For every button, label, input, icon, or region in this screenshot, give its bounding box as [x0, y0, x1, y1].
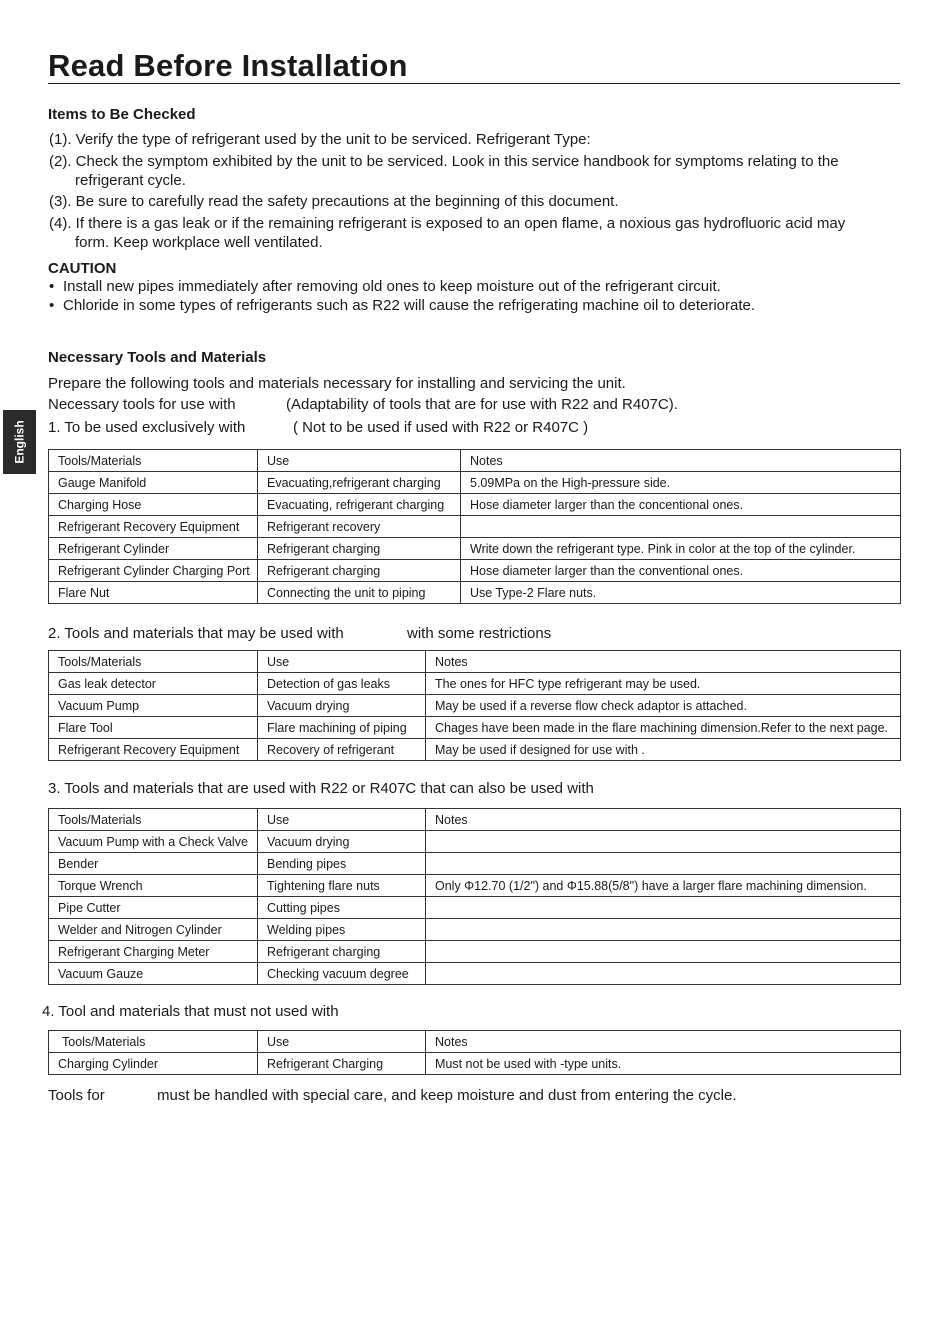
- cell-use: Vacuum drying: [258, 831, 426, 853]
- cell-notes: [461, 516, 901, 538]
- table-row: [49, 695, 901, 717]
- header-use: Use: [258, 1031, 426, 1053]
- header-tools: Tools/Materials: [49, 651, 258, 673]
- table-row: [49, 853, 901, 875]
- cell-use: Evacuating, refrigerant charging: [258, 494, 461, 516]
- table-row: [49, 582, 901, 604]
- check-item-4-cont: form. Keep workplace well ventilated.: [75, 234, 323, 251]
- cell-tool: Vacuum Gauze: [49, 963, 258, 985]
- section-2-title-a: 2. Tools and materials that may be used with: [48, 625, 344, 642]
- header-tools: Tools/Materials: [49, 450, 258, 472]
- caution-bullet-1: [49, 277, 721, 297]
- table-prohibited-tools: [48, 1030, 901, 1075]
- cell-tool: Charging Cylinder: [49, 1053, 258, 1075]
- caution-bullet-2-text: Chloride in some types of refrigerants such as R22 will cause the refrigerating machine oil to deteriorate.: [63, 297, 756, 314]
- cell-tool: Flare Tool: [49, 717, 258, 739]
- cell-notes: Only Φ12.70 (1/2") and Φ15.88(5/8") have a larger flare machining dimension.: [426, 875, 901, 897]
- cell-tool: Welder and Nitrogen Cylinder: [49, 919, 258, 941]
- cell-use: Cutting pipes: [258, 897, 426, 919]
- section-1-title-b: ( Not to be used if used with R22 or R407C ): [293, 419, 589, 436]
- header-notes: Notes: [461, 450, 901, 472]
- section-1-title-a: 1. To be used exclusively with: [48, 419, 246, 436]
- footer-note-b: must be handled with special care, and keep moisture and dust from entering the cycle.: [157, 1087, 737, 1104]
- language-tab: [3, 410, 36, 474]
- table-row: [49, 516, 901, 538]
- cell-notes: 5.09MPa on the High-pressure side.: [461, 472, 901, 494]
- table-row: [49, 897, 901, 919]
- header-tools: Tools/Materials: [49, 1031, 258, 1053]
- cell-tool: Vacuum Pump with a Check Valve: [49, 831, 258, 853]
- header-notes: Notes: [426, 1031, 901, 1053]
- check-item-2-cont: refrigerant cycle.: [75, 172, 186, 189]
- cell-notes: [426, 831, 901, 853]
- cell-use: Connecting the unit to piping: [258, 582, 461, 604]
- footer-note-a: Tools for: [48, 1087, 105, 1104]
- table-row: [49, 739, 901, 761]
- table-row: [49, 472, 901, 494]
- cell-tool: Refrigerant Cylinder: [49, 538, 258, 560]
- cell-use: Refrigerant Charging: [258, 1053, 426, 1075]
- cell-use: Recovery of refrigerant: [258, 739, 426, 761]
- table-row: [49, 831, 901, 853]
- table-row: [49, 560, 901, 582]
- cell-tool: Charging Hose: [49, 494, 258, 516]
- header-use: Use: [258, 450, 461, 472]
- language-tab-label: English: [12, 420, 27, 464]
- cell-tool: Bender: [49, 853, 258, 875]
- tools-intro-2b: (Adaptability of tools that are for use with R22 and R407C).: [286, 396, 678, 413]
- cell-tool: Flare Nut: [49, 582, 258, 604]
- table-header-row: [49, 450, 901, 472]
- cell-notes: [426, 853, 901, 875]
- cell-use: Vacuum drying: [258, 695, 426, 717]
- tools-intro-2a: Necessary tools for use with: [48, 396, 236, 413]
- header-notes: Notes: [426, 809, 901, 831]
- cell-use: Refrigerant recovery: [258, 516, 461, 538]
- tools-heading: Necessary Tools and Materials: [48, 349, 267, 366]
- bullet-icon: •: [49, 297, 55, 314]
- section-4-title: 4. Tool and materials that must not used with: [42, 1003, 339, 1020]
- cell-use: Bending pipes: [258, 853, 426, 875]
- cell-tool: Gauge Manifold: [49, 472, 258, 494]
- table-header-row: [49, 651, 901, 673]
- cell-notes: May be used if designed for use with .: [426, 739, 901, 761]
- header-use: Use: [258, 651, 426, 673]
- table-row: [49, 875, 901, 897]
- cell-notes: Write down the refrigerant type. Pink in color at the top of the cylinder.: [461, 538, 901, 560]
- table-exclusive-tools: [48, 449, 901, 604]
- header-use: Use: [258, 809, 426, 831]
- check-item-3: (3). Be sure to carefully read the safety precautions at the beginning of this document.: [49, 193, 619, 210]
- items-checked-heading: Items to Be Checked: [48, 106, 196, 123]
- cell-notes: Must not be used with -type units.: [426, 1053, 901, 1075]
- cell-notes: Hose diameter larger than the concentional ones.: [461, 494, 901, 516]
- cell-use: Refrigerant charging: [258, 560, 461, 582]
- bullet-icon: •: [49, 278, 55, 295]
- table-restricted-tools: [48, 650, 901, 761]
- cell-use: Evacuating,refrigerant charging: [258, 472, 461, 494]
- cell-notes: Hose diameter larger than the conventional ones.: [461, 560, 901, 582]
- check-item-1: (1). Verify the type of refrigerant used by the unit to be serviced. Refrigerant Type:: [49, 131, 591, 148]
- cell-use: Flare machining of piping: [258, 717, 426, 739]
- cell-notes: The ones for HFC type refrigerant may be used.: [426, 673, 901, 695]
- cell-tool: Torque Wrench: [49, 875, 258, 897]
- cell-tool: Gas leak detector: [49, 673, 258, 695]
- cell-notes: Chages have been made in the flare machining dimension.Refer to the next page.: [426, 717, 901, 739]
- table-header-row: [49, 809, 901, 831]
- table-header-row: [49, 1031, 901, 1053]
- table-row: [49, 919, 901, 941]
- cell-tool: Vacuum Pump: [49, 695, 258, 717]
- cell-tool: Refrigerant Charging Meter: [49, 941, 258, 963]
- cell-notes: [426, 963, 901, 985]
- cell-notes: [426, 919, 901, 941]
- table-row: [49, 941, 901, 963]
- table-row: [49, 494, 901, 516]
- cell-tool: Pipe Cutter: [49, 897, 258, 919]
- cell-notes: May be used if a reverse flow check adaptor is attached.: [426, 695, 901, 717]
- table-compatible-tools: [48, 808, 901, 985]
- cell-tool: Refrigerant Recovery Equipment: [49, 516, 258, 538]
- section-2-title-b: with some restrictions: [407, 625, 552, 642]
- section-3-title: 3. Tools and materials that are used with R22 or R407C that can also be used with: [48, 780, 594, 797]
- table-row: [49, 673, 901, 695]
- cell-notes: [426, 897, 901, 919]
- check-item-2: (2). Check the symptom exhibited by the unit to be serviced. Look in this service handbook for symptoms relating to the: [49, 153, 839, 170]
- cell-tool: Refrigerant Cylinder Charging Port: [49, 560, 258, 582]
- table-row: [49, 717, 901, 739]
- caution-heading: CAUTION: [48, 260, 117, 277]
- caution-bullet-2: [49, 296, 755, 316]
- tools-intro-1: Prepare the following tools and materials necessary for installing and servicing the unit.: [48, 375, 626, 392]
- cell-notes: Use Type-2 Flare nuts.: [461, 582, 901, 604]
- title-divider: [48, 83, 900, 84]
- cell-use: Tightening flare nuts: [258, 875, 426, 897]
- table-row: [49, 1053, 901, 1075]
- cell-use: Refrigerant charging: [258, 538, 461, 560]
- cell-notes: [426, 941, 901, 963]
- cell-use: Checking vacuum degree: [258, 963, 426, 985]
- header-notes: Notes: [426, 651, 901, 673]
- table-row: [49, 963, 901, 985]
- cell-use: Welding pipes: [258, 919, 426, 941]
- header-tools: Tools/Materials: [49, 809, 258, 831]
- page-title: Read Before Installation: [48, 48, 408, 83]
- caution-bullet-1-text: Install new pipes immediately after removing old ones to keep moisture out of the refrigerant circuit.: [63, 278, 721, 295]
- table-row: [49, 538, 901, 560]
- cell-use: Detection of gas leaks: [258, 673, 426, 695]
- check-item-4: (4). If there is a gas leak or if the remaining refrigerant is exposed to an open flame, a noxious gas hydrofluoric acid may: [49, 215, 846, 232]
- cell-use: Refrigerant charging: [258, 941, 426, 963]
- cell-tool: Refrigerant Recovery Equipment: [49, 739, 258, 761]
